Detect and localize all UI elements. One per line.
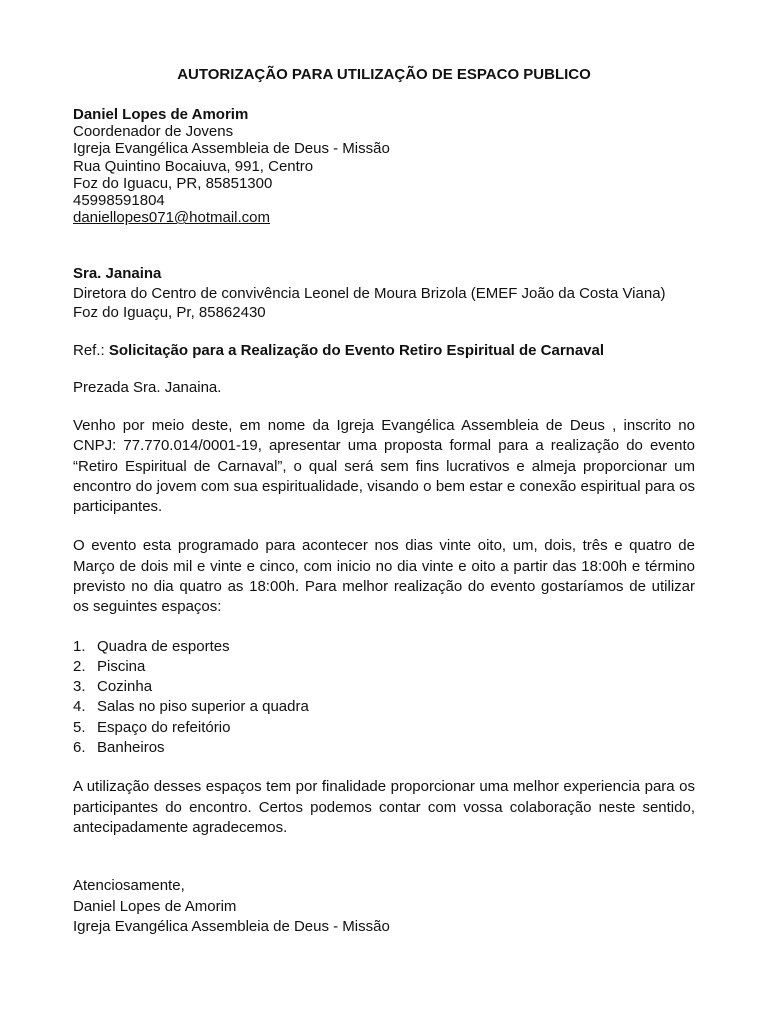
paragraph-purpose: A utilização desses espaços tem por finalidade proporcionar uma melhor experiencia para os participantes do encontro. Certos podemos contar com vossa colaboração neste sentido, antecipadamente agradecemos.: [73, 778, 695, 836]
recipient-role: Diretora do Centro de convivência Leonel de Moura Brizola (EMEF João da Costa Viana): [73, 284, 666, 302]
sender-city: Foz do Iguacu, PR, 85851300: [73, 174, 273, 192]
list-item: 3. Cozinha: [73, 678, 153, 696]
sender-role: Coordenador de Jovens: [73, 123, 234, 141]
sender-email-link[interactable]: daniellopes071@hotmail.com: [73, 209, 271, 227]
sender-organization: Igreja Evangélica Assembleia de Deus - Missão: [73, 140, 390, 158]
sender-block: [73, 106, 695, 226]
paragraph-intro: Venho por meio deste, em nome da Igreja Evangélica Assembleia de Deus , inscrito no CNPJ: 77.770.014/0001-19, apresentar uma proposta formal para a realização do evento “Retiro Espiritual de Carnaval”, o qual será sem fins lucrativos e almeja proporcionar um encontro do jovem com sua espiritualidade, visando o bem estar e conexão espiritual para os participantes.: [73, 416, 695, 516]
list-item: 2. Piscina: [73, 657, 146, 675]
paragraph-schedule: O evento esta programado para acontecer nos dias vinte oito, um, dois, três e quatro de Março de dois mil e vinte e cinco, com inicio no dia vinte e oito a partir das 18:00h e término previsto no dia quatro as 18:00h. Para melhor realização do evento gostaríamos de utilizar os seguintes espaços:: [73, 537, 695, 616]
greeting: Prezada Sra. Janaina.: [73, 378, 222, 396]
sender-phone: 45998591804: [73, 192, 165, 210]
reference-line: [73, 341, 695, 360]
list-item: 6. Banheiros: [73, 739, 165, 757]
recipient-block: [73, 264, 695, 323]
list-item: 5. Espaço do refeitório: [73, 718, 231, 736]
list-item: 1. Quadra de esportes: [73, 637, 230, 655]
reference-subject: Solicitação para a Realização do Evento Retiro Espiritual de Carnaval: [108, 341, 605, 359]
list-item: 4. Salas no piso superior a quadra: [73, 698, 309, 716]
reference-prefix: Ref.:: [73, 341, 109, 359]
closing-organization: Igreja Evangélica Assembleia de Deus - Missão: [73, 917, 390, 935]
closing-name: Daniel Lopes de Amorim: [73, 897, 237, 915]
closing-salutation: Atenciosamente,: [73, 877, 185, 895]
sender-address: Rua Quintino Bocaiuva, 991, Centro: [73, 157, 314, 175]
sender-name: Daniel Lopes de Amorim: [73, 106, 249, 123]
document-title: AUTORIZAÇÃO PARA UTILIZAÇÃO DE ESPACO PUBLICO: [177, 66, 591, 83]
recipient-name: Sra. Janaina: [73, 265, 162, 283]
recipient-city: Foz do Iguaçu, Pr, 85862430: [73, 304, 266, 322]
spaces-list: [73, 637, 695, 759]
closing-block: [73, 876, 695, 937]
